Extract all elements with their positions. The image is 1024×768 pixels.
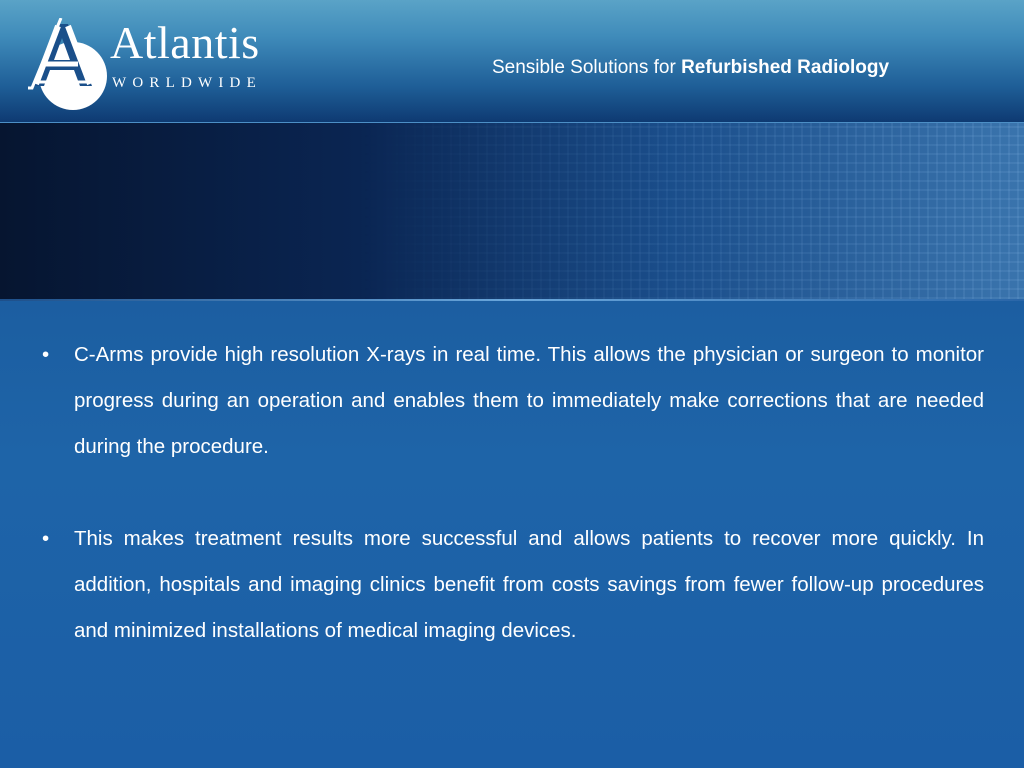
- brand-name: Atlantis: [110, 17, 260, 68]
- bullet-marker: •: [42, 527, 50, 550]
- tagline-bold: Refurbished Radiology: [681, 57, 890, 78]
- tagline-prefix: Sensible Solutions for: [492, 57, 682, 78]
- bullet-item: [40, 516, 984, 654]
- bullet-marker: •: [42, 343, 50, 366]
- slide-content: [40, 332, 984, 700]
- brand-logo[interactable]: [28, 18, 318, 113]
- banner-divider: [0, 299, 1024, 301]
- bullet-text: C-Arms provide high resolution X-rays in real time. This allows the physician or surgeon to monitor progress during an operation and enables them to immediately make corrections that are needed during the procedure.: [74, 343, 984, 458]
- bullet-item: [40, 332, 984, 470]
- brand-subtitle: WORLDWIDE: [112, 75, 262, 91]
- banner-grid-pattern: [0, 123, 1024, 299]
- decorative-banner: [0, 123, 1024, 299]
- bullet-text: This makes treatment results more successful and allows patients to recover more quickly. In addition, hospitals and imaging clinics benefit from costs savings from fewer follow-up procedures and minimized installations of medical imaging devices.: [74, 527, 984, 642]
- tagline: [492, 57, 889, 79]
- header: [0, 0, 1024, 123]
- atlantis-a-logo-icon: [28, 18, 110, 113]
